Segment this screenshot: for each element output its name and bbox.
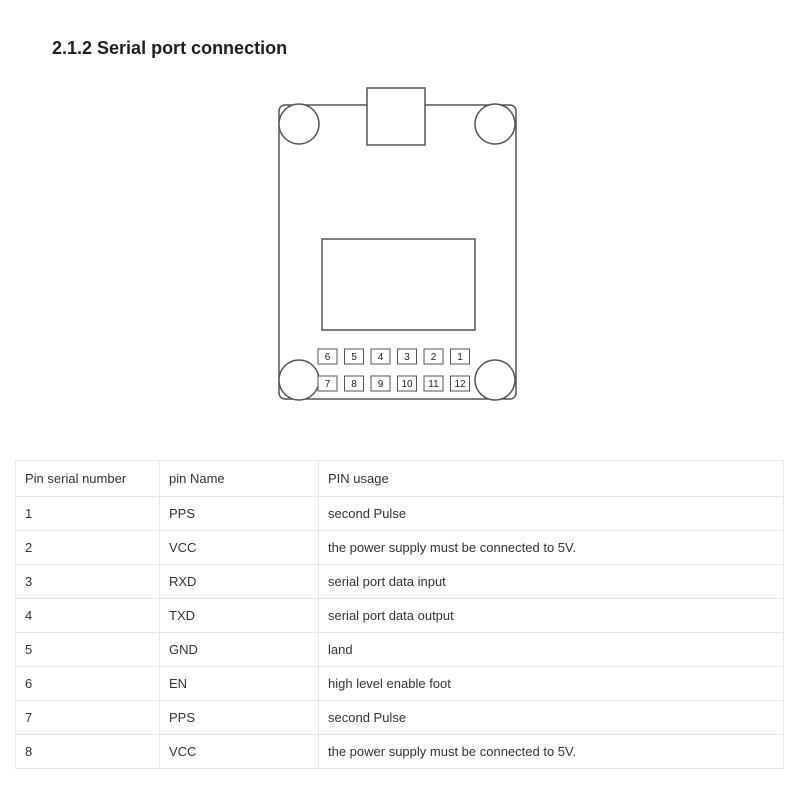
pin-label-4: 4 xyxy=(377,352,384,363)
table-row xyxy=(16,599,784,633)
table-row xyxy=(16,701,784,735)
table-row xyxy=(16,497,784,531)
column-header-pin-usage: PIN usage xyxy=(319,461,784,497)
cell-pin-usage: the power supply must be connected to 5V. xyxy=(319,531,784,565)
table-header-row xyxy=(16,461,784,497)
mounting-hole-top-right xyxy=(475,104,515,144)
pin-label-3: 3 xyxy=(404,352,410,363)
pin-label-10: 10 xyxy=(401,379,413,390)
cell-pin-usage: second Pulse xyxy=(319,701,784,735)
cell-pin-name: PPS xyxy=(160,497,319,531)
mounting-hole-bottom-right xyxy=(475,360,515,400)
cell-pin-name: EN xyxy=(160,667,319,701)
table-row xyxy=(16,633,784,667)
cell-pin-usage: serial port data input xyxy=(319,565,784,599)
cell-pin-number: 3 xyxy=(16,565,160,599)
mounting-hole-bottom-left xyxy=(279,360,319,400)
pin-label-9: 9 xyxy=(377,379,384,390)
cell-pin-number: 8 xyxy=(16,735,160,769)
cell-pin-number: 1 xyxy=(16,497,160,531)
board-connector xyxy=(367,88,425,145)
table-row xyxy=(16,531,784,565)
pin-label-2: 2 xyxy=(430,352,437,363)
section-heading: 2.1.2 Serial port connection xyxy=(52,38,288,58)
cell-pin-number: 5 xyxy=(16,633,160,667)
cell-pin-number: 7 xyxy=(16,701,160,735)
column-header-pin-name: pin Name xyxy=(160,461,319,497)
mounting-hole-top-left xyxy=(279,104,319,144)
cell-pin-usage: land xyxy=(319,633,784,667)
pin-label-12: 12 xyxy=(454,379,466,390)
pin-label-1: 1 xyxy=(457,352,463,363)
pin-label-7: 7 xyxy=(324,379,331,390)
cell-pin-usage: serial port data output xyxy=(319,599,784,633)
pin-table xyxy=(15,460,784,769)
pin-label-8: 8 xyxy=(351,379,357,390)
cell-pin-name: GND xyxy=(160,633,319,667)
pin-label-11: 11 xyxy=(428,379,439,390)
cell-pin-number: 6 xyxy=(16,667,160,701)
cell-pin-name: TXD xyxy=(160,599,319,633)
cell-pin-number: 4 xyxy=(16,599,160,633)
pin-label-5: 5 xyxy=(351,352,357,363)
cell-pin-usage: the power supply must be connected to 5V. xyxy=(319,735,784,769)
cell-pin-name: VCC xyxy=(160,735,319,769)
module-board-diagram xyxy=(270,84,526,408)
pin-label-6: 6 xyxy=(324,352,331,363)
cell-pin-usage: second Pulse xyxy=(319,497,784,531)
cell-pin-name: PPS xyxy=(160,701,319,735)
cell-pin-name: RXD xyxy=(160,565,319,599)
cell-pin-name: VCC xyxy=(160,531,319,565)
column-header-pin-number: Pin serial number xyxy=(16,461,160,497)
table-row xyxy=(16,735,784,769)
board-chip xyxy=(322,239,475,330)
table-row xyxy=(16,565,784,599)
table-row xyxy=(16,667,784,701)
cell-pin-usage: high level enable foot xyxy=(319,667,784,701)
cell-pin-number: 2 xyxy=(16,531,160,565)
